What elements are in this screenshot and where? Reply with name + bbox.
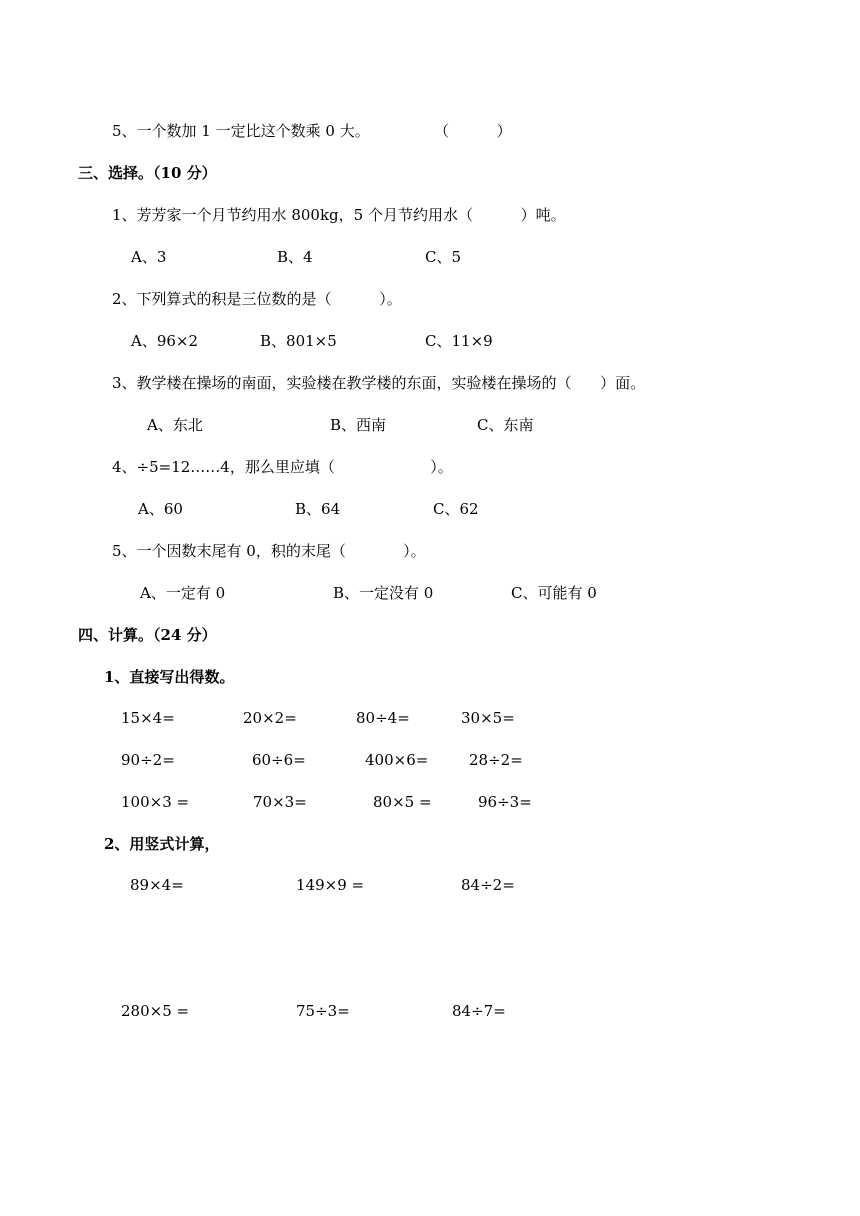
- answer-bracket: （ ）: [434, 122, 512, 140]
- choice-question-1: 1、芳芳家一个月节约用水 800kg，5 个月节约用水（ ）吨。: [112, 206, 566, 224]
- option-a: A、60: [138, 500, 183, 518]
- option-a: A、东北: [147, 416, 203, 434]
- mental-problem: 80×5 =: [373, 793, 432, 811]
- option-a: A、3: [131, 248, 167, 266]
- option-b: B、801×5: [260, 332, 337, 350]
- mental-problem: 90÷2=: [121, 751, 175, 769]
- mental-problem: 20×2=: [243, 709, 297, 727]
- option-c: C、5: [425, 248, 462, 266]
- choice-question-3: 3、教学楼在操场的南面，实验楼在教学楼的东面，实验楼在操场的（ ）面。: [112, 374, 646, 392]
- mental-problem: 15×4=: [121, 709, 175, 727]
- mental-problem: 400×6=: [365, 751, 429, 769]
- option-b: B、一定没有 0: [333, 584, 434, 602]
- section-heading-choice: 三、选择。（10 分）: [78, 164, 217, 182]
- choice-question-5: 5、一个因数末尾有 0，积的末尾（ ）。: [112, 542, 426, 560]
- choice-question-4: 4、÷5=12……4，那么里应填（ ）。: [112, 458, 453, 476]
- mental-problem: 96÷3=: [478, 793, 532, 811]
- mental-problem: 60÷6=: [252, 751, 306, 769]
- option-c: C、东南: [477, 416, 534, 434]
- section-heading-calculation: 四、计算。（24 分）: [78, 626, 217, 644]
- vertical-problem: 149×9 =: [296, 876, 365, 894]
- option-a: A、96×2: [131, 332, 199, 350]
- mental-problem: 100×3 =: [121, 793, 190, 811]
- choice-question-2: 2、下列算式的积是三位数的是（ ）。: [112, 290, 402, 308]
- option-b: B、西南: [330, 416, 387, 434]
- mental-problem: 30×5=: [461, 709, 515, 727]
- vertical-problem: 89×4=: [130, 876, 184, 894]
- subsection-title-mental: 1、直接写出得数。: [104, 668, 235, 686]
- vertical-problem: 280×5 =: [121, 1002, 190, 1020]
- mental-problem: 70×3=: [253, 793, 307, 811]
- option-a: A、一定有 0: [140, 584, 226, 602]
- option-b: B、4: [277, 248, 313, 266]
- option-b: B、64: [295, 500, 341, 518]
- vertical-problem: 84÷2=: [461, 876, 515, 894]
- option-c: C、可能有 0: [511, 584, 597, 602]
- vertical-problem: 84÷7=: [452, 1002, 506, 1020]
- option-c: C、11×9: [425, 332, 493, 350]
- subsection-title-vertical: 2、用竖式计算，: [104, 835, 220, 853]
- mental-problem: 80÷4=: [356, 709, 410, 727]
- judge-question-5: 5、一个数加 1 一定比这个数乘 0 大。: [112, 122, 370, 140]
- option-c: C、62: [433, 500, 479, 518]
- mental-problem: 28÷2=: [469, 751, 523, 769]
- vertical-problem: 75÷3=: [296, 1002, 350, 1020]
